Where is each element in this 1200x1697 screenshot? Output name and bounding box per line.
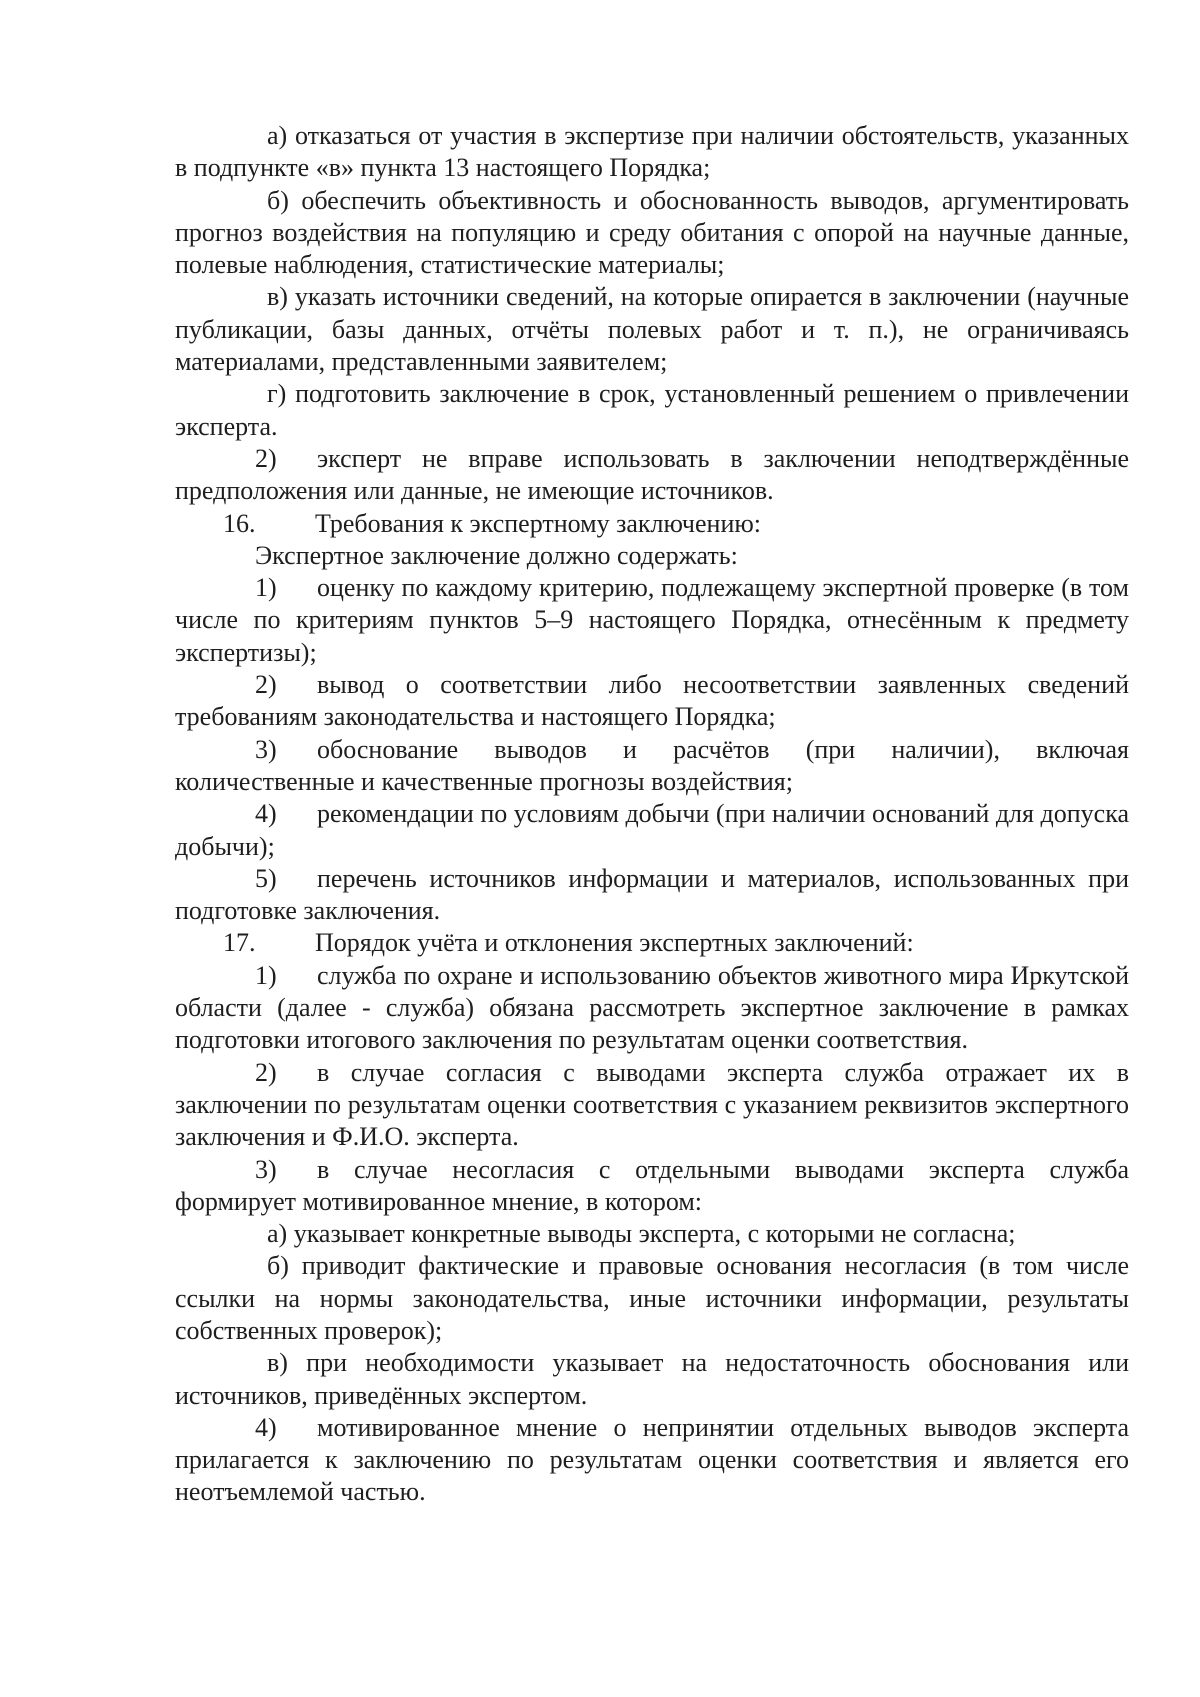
paragraph-text: в) указать источники сведений, на которые опирается в заключении (научные публикации, базы данных, отчёты полевых работ и т. п.), не ограничиваясь материалами, представленными заявителем; <box>175 282 1129 377</box>
numbered-paragraph <box>175 1057 1129 1154</box>
numbered-paragraph <box>175 572 1129 669</box>
paragraph-text: перечень источников информации и материалов, использованных при подготовке заключения. <box>175 863 1129 926</box>
numbered-paragraph <box>175 1154 1129 1219</box>
paragraph-text: в случае согласия с выводами эксперта служба отражает их в заключении по результатам оценки соответствия с указанием реквизитов экспертного заключения и Ф.И.О. эксперта. <box>175 1057 1129 1152</box>
subitem-paragraph <box>175 1218 1129 1250</box>
item-number: 3) <box>255 1154 277 1184</box>
paragraph-text: в случае несогласия с отдельными выводами эксперта служба формирует мотивированное мнение, в котором: <box>175 1154 1129 1216</box>
subitem-paragraph <box>175 1250 1129 1347</box>
item-number: 3) <box>255 734 277 764</box>
numbered-paragraph <box>175 669 1129 734</box>
item-number: 1) <box>255 960 277 990</box>
subitem-paragraph <box>175 540 1129 572</box>
subitem-paragraph <box>175 120 1129 185</box>
paragraph-text: служба по охране и использованию объектов животного мира Иркутской области (далее - служба) обязана рассмотреть экспертное заключение в рамках подготовки итогового заключения по результатам оценки соответствия. <box>175 960 1129 1055</box>
item-number: 1) <box>255 573 277 603</box>
subitem-paragraph <box>175 185 1129 282</box>
subitem-paragraph <box>175 281 1129 378</box>
numbered-paragraph <box>175 443 1129 508</box>
paragraph-text: а) указывает конкретные выводы эксперта, с которыми не согласна; <box>267 1219 1016 1249</box>
item-number: 2) <box>255 443 277 473</box>
item-number: 4) <box>255 799 277 829</box>
numbered-paragraph <box>175 798 1129 863</box>
numbered-paragraph <box>175 1412 1129 1509</box>
paragraph-text: Экспертное заключение должно содержать: <box>255 540 738 570</box>
numbered-paragraph <box>175 863 1129 928</box>
subitem-paragraph <box>175 1347 1129 1412</box>
paragraph-text: вывод о соответствии либо несоответствии заявленных сведений требованиям законодательства и настоящего Порядка; <box>175 670 1129 732</box>
numbered-paragraph <box>175 508 1129 540</box>
item-number: 16. <box>223 508 256 538</box>
paragraph-text: а) отказаться от участия в экспертизе при наличии обстоятельств, указанных в подпункте «в» пункта 13 настоящего Порядка; <box>175 121 1129 183</box>
paragraph-text: рекомендации по условиям добычи (при наличии оснований для допуска добычи); <box>175 799 1129 861</box>
paragraph-text: г) подготовить заключение в срок, установленный решением о привлечении эксперта. <box>175 379 1129 441</box>
item-number: 2) <box>255 670 277 700</box>
item-number: 4) <box>255 1412 277 1442</box>
paragraph-text: эксперт не вправе использовать в заключении неподтверждённые предположения или данные, не имеющие источников. <box>175 443 1129 506</box>
numbered-paragraph <box>175 927 1129 959</box>
paragraph-text: в) при необходимости указывает на недостаточность обоснования или источников, приведённых экспертом. <box>175 1348 1129 1410</box>
numbered-paragraph <box>175 734 1129 799</box>
paragraph-text: мотивированное мнение о непринятии отдельных выводов эксперта прилагается к заключению по результатам оценки соответствия и является его неотъемлемой частью. <box>175 1412 1129 1507</box>
paragraph-text: Порядок учёта и отклонения экспертных заключений: <box>315 928 914 958</box>
item-number: 5) <box>255 863 277 893</box>
paragraph-text: оценку по каждому критерию, подлежащему экспертной проверке (в том числе по критериям пунктов 5–9 настоящего Порядка, отнесённым к предмету экспертизы); <box>175 573 1129 667</box>
numbered-paragraph <box>175 960 1129 1057</box>
item-number: 17. <box>223 928 256 958</box>
document-body <box>175 120 1129 1509</box>
paragraph-text: обоснование выводов и расчётов (при наличии), включая количественные и качественные прогнозы воздействия; <box>175 734 1129 796</box>
subitem-paragraph <box>175 378 1129 443</box>
paragraph-text: б) приводит фактические и правовые основания несогласия (в том числе ссылки на нормы законодательства, иные источники информации, результаты собственных проверок); <box>175 1251 1129 1345</box>
paragraph-text: Требования к экспертному заключению: <box>315 508 762 538</box>
item-number: 2) <box>255 1057 277 1087</box>
paragraph-text: б) обеспечить объективность и обоснованность выводов, аргументировать прогноз воздействия на популяцию и среду обитания с опорой на научные данные, полевые наблюдения, статистические материалы; <box>175 185 1129 280</box>
